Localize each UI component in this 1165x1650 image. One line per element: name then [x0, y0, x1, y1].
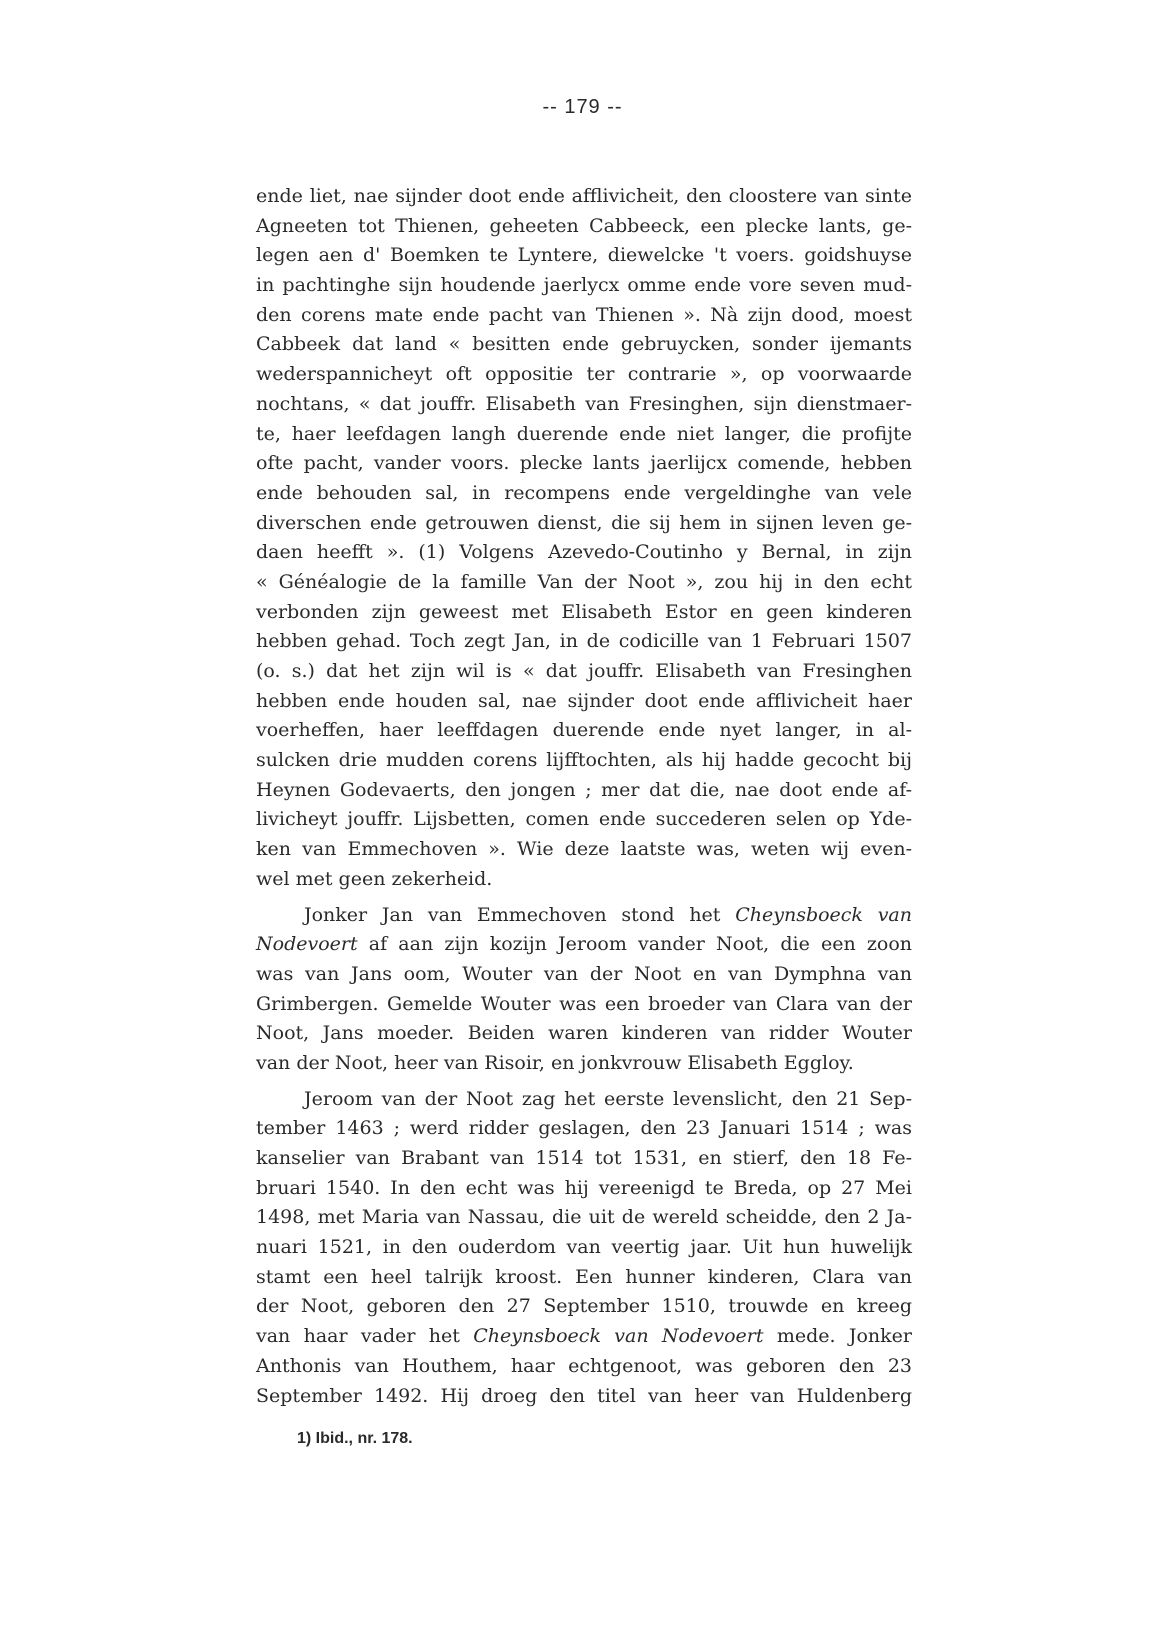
italic-title: Cheynsboeck van Nodevoert	[473, 1325, 764, 1348]
text-line: hebben ende houden sal, nae sijnder doot ende afflivicheit haer	[256, 689, 912, 712]
text-line: wederspannicheyt oft oppositie ter contrarie », op voorwaarde	[256, 363, 912, 386]
text-run: van haar vader het	[256, 1325, 474, 1348]
text-line: kanselier van Brabant van 1514 tot 1531, en stierf, den 18 Fe-	[256, 1147, 912, 1169]
text-line: September 1492. Hij droeg den titel van heer van Huldenberg	[256, 1384, 912, 1407]
page-number: -- 179 --	[542, 96, 623, 118]
text-line: bruari 1540. In den echt was hij vereenigd te Breda, op 27 Mei	[256, 1176, 912, 1199]
text-line: was van Jans oom, Wouter van der Noot en van Dymphna van	[256, 962, 912, 985]
text-line	[256, 901, 912, 931]
body-text	[256, 182, 912, 1411]
text-line: nuari 1521, in den ouderdom van veertig jaar. Uit hun huwelijk	[256, 1236, 912, 1259]
footnote: 1) Ibid., nr. 178.	[297, 1430, 413, 1447]
text-line: Anthonis van Houthem, haar echtgenoot, was geboren den 23	[256, 1354, 912, 1377]
paragraph-1	[256, 182, 912, 895]
text-line	[256, 1322, 912, 1352]
text-line: nochtans, « dat jouffr. Elisabeth van Fresinghen, sijn dienstmaer-	[256, 392, 912, 415]
text-line: (o. s.) dat het zijn wil is « dat jouffr. Elisabeth van Fresinghen	[256, 660, 912, 682]
text-line: Heynen Godevaerts, den jongen ; mer dat die, nae doot ende af-	[256, 778, 912, 801]
text-run: mede. Jonker	[763, 1325, 912, 1348]
text-line: Agneeten tot Thienen, geheeten Cabbeeck, een plecke lants, ge-	[256, 214, 912, 237]
text-line: daen heefft ». (1) Volgens Azevedo-Coutinho y Bernal, in zijn	[256, 541, 912, 564]
text-line: livicheyt jouffr. Lijsbetten, comen ende succederen selen op Yde-	[256, 808, 912, 831]
text-line: tember 1463 ; werd ridder geslagen, den 23 Januari 1514 ; was	[256, 1117, 912, 1140]
text-line: 1498, met Maria van Nassau, die uit de wereld scheidde, den 2 Ja-	[256, 1206, 912, 1229]
text-line	[256, 930, 912, 960]
text-line: Cabbeek dat land « besitten ende gebruycken, sonder ijemants	[256, 333, 912, 356]
text-line: wel met geen zekerheid.	[256, 867, 493, 890]
text-line: voerheffen, haer leeffdagen duerende ende nyet langer, in al-	[256, 719, 912, 742]
italic-title: Nodevoert	[256, 933, 358, 956]
paragraph-3	[256, 1085, 912, 1412]
text-line: verbonden zijn geweest met Elisabeth Estor en geen kinderen	[256, 600, 912, 623]
text-line: te, haer leefdagen langh duerende ende niet langer, die profijte	[256, 422, 912, 445]
text-line: ende behouden sal, in recompens ende vergeldinghe van vele	[256, 481, 912, 504]
text-line: sulcken drie mudden corens lijfftochten, als hij hadde gecocht bij	[256, 749, 912, 772]
text-line: « Généalogie de la famille Van der Noot », zou hij in den echt	[256, 570, 912, 593]
text-line: der Noot, geboren den 27 September 1510, trouwde en kreeg	[256, 1295, 912, 1318]
text-line: den corens mate ende pacht van Thienen ». Nà zijn dood, moest	[256, 303, 912, 326]
text-line: van der Noot, heer van Risoir, en jonkvrouw Elisabeth Eggloy.	[256, 1051, 854, 1074]
text-line: ofte pacht, vander voors. plecke lants jaerlijcx comende, hebben	[256, 452, 912, 475]
text-run: Jonker Jan van Emmechoven stond het	[304, 903, 736, 926]
text-line: stamt een heel talrijk kroost. Een hunner kinderen, Clara van	[256, 1265, 912, 1288]
text-line: legen aen d' Boemken te Lyntere, diewelcke 't voers. goidshuyse	[256, 244, 912, 267]
text-line: diverschen ende getrouwen dienst, die sij hem in sijnen leven ge-	[256, 511, 912, 534]
text-line: Jeroom van der Noot zag het eerste levenslicht, den 21 Sep-	[304, 1087, 912, 1110]
text-line: in pachtinghe sijn houdende jaerlycx omme ende vore seven mud-	[256, 274, 912, 297]
text-run: af aan zijn kozijn Jeroom vander Noot, die een zoon	[357, 933, 912, 956]
text-line: Noot, Jans moeder. Beiden waren kinderen van ridder Wouter	[256, 1022, 912, 1045]
paragraph-2	[256, 901, 912, 1079]
text-line: hebben gehad. Toch zegt Jan, in de codicille van 1 Februari 1507	[256, 630, 912, 653]
text-line: Grimbergen. Gemelde Wouter was een broeder van Clara van der	[256, 992, 912, 1015]
text-line: ende liet, nae sijnder doot ende afflivicheit, den cloostere van sinte	[256, 185, 912, 207]
text-line: ken van Emmechoven ». Wie deze laatste was, weten wij even-	[256, 838, 912, 861]
italic-title: Cheynsboeck van	[735, 903, 913, 926]
